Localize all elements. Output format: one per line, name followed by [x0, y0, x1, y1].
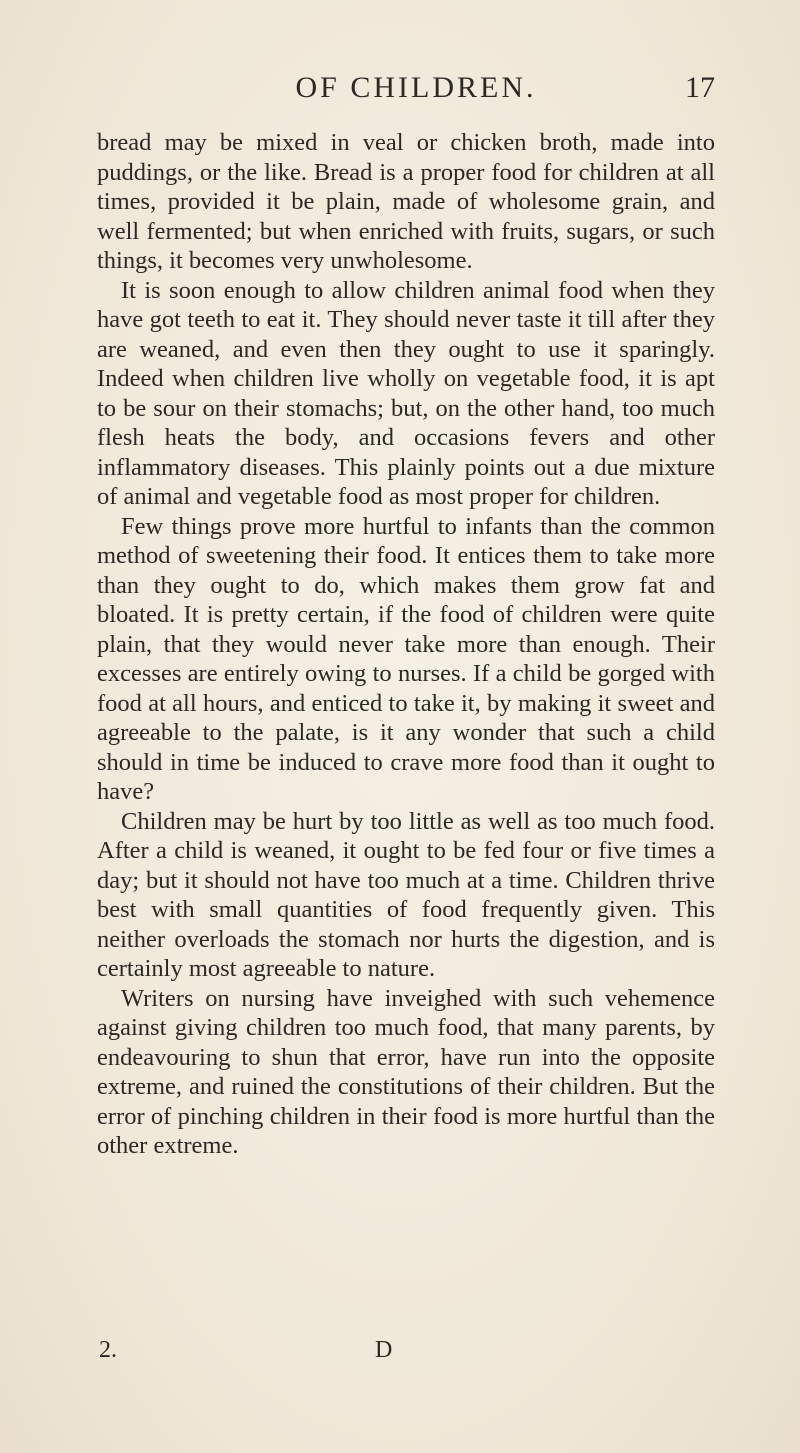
body-text — [97, 128, 715, 1161]
paragraph-2: It is soon enough to allow children animal food when they have got teeth to eat it. They should never taste it till after they are weaned, and even then they ought to use it sparingly. Indeed when children live wholly on vegetable food, it is apt to be sour on their stomachs; but, on the other hand, too much flesh heats the body, and occasions fevers and other inflammatory diseases. This plainly points out a due mixture of animal and vegetable food as most proper for children. — [97, 276, 715, 510]
page-number: 17 — [685, 71, 715, 104]
page-header — [97, 68, 715, 108]
paragraph-4: Children may be hurt by too little as well as too much food. After a child is weaned, it ought to be fed four or five times a day; but it should not have too much at a time. Children thrive best with small quantities of food frequently given. This neither overloads the stomach nor hurts the digestion, and is certainly most agreeable to nature. — [97, 807, 715, 982]
page-footer — [97, 1334, 715, 1366]
running-head: OF CHILDREN. — [295, 71, 537, 104]
catchword: D — [375, 1337, 393, 1363]
paragraph-1: bread may be mixed in veal or chicken broth, made into puddings, or the like. Bread is a proper food for children at all times, provided it be plain, made of wholesome grain, and well fermented; but when enriched with fruits, sugars, or such things, it becomes very unwholesome. — [97, 129, 715, 274]
paragraph-5: Writers on nursing have inveighed with such vehemence against giving children too much food, that many parents, by endeavouring to shun that error, have run into the opposite extreme, and ruined the constitutions of their children. But the error of pinching children in their food is more hurtful than the other extreme. — [97, 984, 715, 1159]
signature-mark: 2. — [99, 1337, 117, 1363]
paragraph-3: Few things prove more hurtful to infants than the common method of sweetening their food. It entices them to take more than they ought to do, which makes them grow fat and bloated. It is pretty certain, if the food of children were quite plain, that they would never take more than enough. Their excesses are entirely owing to nurses. If a child be gorged with food at all hours, and enticed to take it, by making it sweet and agreeable to the palate, is it any wonder that such a child should in time be induced to crave more food than it ought to have? — [97, 512, 715, 805]
